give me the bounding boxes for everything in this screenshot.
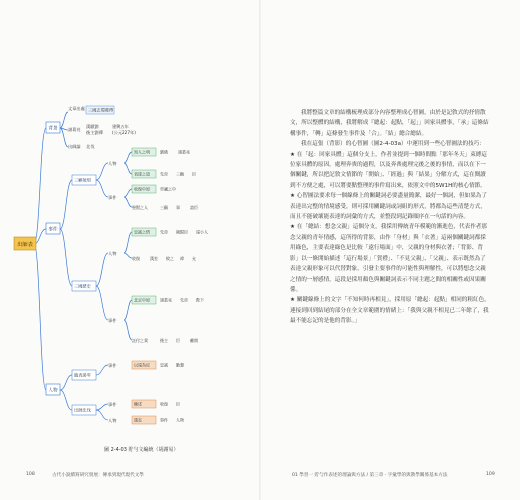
paragraph-3: ★ 在「起：回家具體」這個分支上，作者並提到一個時間點「那年冬天」束縛這位家具體的原因，處理奔喪的過程，以及奔喪處理完後之後的事情，而以在下一個關鍵，所以把記敘文情節的「開始」、「經過」與「結果」分解方式，這在閱讀到不方便之處，可以將要點整理的事件寫出來，依照文中的5W1H的核心情節。 <box>290 151 487 189</box>
svg-text:草廬之中: 草廬之中 <box>160 186 176 192</box>
paragraph-6: ★ 關鍵線條上的文字「不知何時再相見」，採用原「總起：起點」相同的粗紅色，連接到回到結尾的部分在全文章範圍的情緒上：「我與父親不相見已二年餘了，我最不能忘記的是他的背影。」 <box>290 297 490 325</box>
svg-text:人物: 人物 <box>108 161 117 166</box>
svg-text:表達之道: 表達之道 <box>134 171 150 177</box>
svg-text:北伐: 北伐 <box>86 144 95 149</box>
svg-text:事件: 事件 <box>108 195 117 200</box>
level1-nodes <box>46 122 60 395</box>
svg-text:劉備: 劉備 <box>160 149 168 155</box>
svg-text:攸之: 攸之 <box>166 256 174 261</box>
svg-text:遠小人: 遠小人 <box>196 229 208 235</box>
svg-text:北定中原: 北定中原 <box>134 297 150 303</box>
svg-text:知人之明: 知人之明 <box>134 149 150 155</box>
svg-text:漢獻劉: 漢獻劉 <box>86 124 99 129</box>
root-node <box>14 237 36 250</box>
paragraph-2: 我在這張（背影）的心智圖（圖2-4-03a）中運用到一些心智圖法的技巧： <box>301 141 485 148</box>
svg-text:三國歷史: 三國歷史 <box>74 283 91 289</box>
svg-text:後主: 後主 <box>160 338 168 343</box>
svg-text:忠誠: 忠誠 <box>160 362 168 368</box>
paragraph-4: ★ 心智圖法要求每一個線條上的關鍵詞必要盡量簡潔，最好一個詞，但如果為了表達出完整的情境感受，則可採用關鍵詞或詞組的形式，將都為這些清楚方式，而且不能破壞能表達的詞彙的方式，並整段到記錄順序在一句話的內容。 <box>290 193 487 221</box>
left-page-footer: 古代小說續寫研究發展：傳承到現代現代文學 <box>52 473 144 478</box>
svg-text:諮臣: 諮臣 <box>190 205 198 210</box>
root-label: 出師表 <box>17 241 33 248</box>
svg-text:先帝: 先帝 <box>160 229 168 235</box>
svg-text:人物: 人物 <box>48 388 58 394</box>
svg-text:諸葛亮: 諸葛亮 <box>68 127 81 132</box>
paragraph-1: 我將整篇文章的結構梳理成部分內容整理成心智圖，由於是記敘式的抒情散文，所以整體的結構，我將解成『總起：起點，「起」」回家具體事，「承」這條結構事件，「轉」這條發生事件及「合」。「結」總合總結。 <box>290 110 489 137</box>
svg-text:背景: 背景 <box>48 126 58 132</box>
svg-text:出師論: 出師論 <box>68 144 81 149</box>
svg-text:忠誠之情: 忠誠之情 <box>134 229 150 235</box>
level3-nodes <box>132 148 208 424</box>
paragraph-5: ★ 在「總結：想念父親」這個分支，我採用傳統青年模範的漸進色，代表作者那念父親的青年情感，這所得的背影，由作「身材」與「衣著」這兩個關鍵詞都採用綠色，主要表達綠色是比較「遠行場面」中，父親的身材與衣著；「背影、背影」以一條開始描述「這行場景」「賀禮」、「不見父親」、「父親」、表示既然為了表達父親形象可以代替對象，引發主要事件的可能性與理解性，可以將想念父親之情的一層感情，這段是採用顏色與關鍵詞表示不同主題之間的相關性或因果關係。 <box>290 224 487 293</box>
svg-text:漢室: 漢室 <box>134 417 142 423</box>
svg-text:聖賢之人: 聖賢之人 <box>132 205 148 210</box>
svg-text:臣: 臣 <box>176 401 180 407</box>
svg-text:(公元227年): (公元227年) <box>112 130 136 135</box>
svg-text:陳述: 陳述 <box>134 401 142 407</box>
svg-text:事件: 事件 <box>48 227 58 233</box>
svg-text:建興五年: 建興五年 <box>112 124 129 129</box>
svg-text:事件: 事件 <box>160 417 168 423</box>
svg-text:三顧頻煩: 三顧頻煩 <box>74 177 91 183</box>
svg-text:勤懇: 勤懇 <box>176 362 184 368</box>
svg-text:事件: 事件 <box>108 363 117 368</box>
svg-text:收復: 收復 <box>132 256 140 261</box>
svg-text:先帝: 先帝 <box>160 171 168 177</box>
svg-text:臨表涕零: 臨表涕零 <box>74 372 91 378</box>
svg-text:諸葛亮: 諸葛亮 <box>160 297 172 303</box>
svg-text:託付之責: 託付之責 <box>132 338 148 343</box>
svg-text:臣: 臣 <box>192 171 196 177</box>
svg-text:文章出處: 文章出處 <box>68 106 85 111</box>
svg-text:事: 事 <box>176 205 180 210</box>
svg-text:以遠為近: 以遠為近 <box>134 362 150 368</box>
svg-text:事件: 事件 <box>108 402 117 407</box>
svg-text:後主劉禪: 後主劉禪 <box>86 130 103 135</box>
svg-text:諸葛亮: 諸葛亮 <box>178 149 190 155</box>
svg-text:人物: 人物 <box>108 418 117 423</box>
svg-text:三顧: 三顧 <box>160 205 168 210</box>
svg-text:三顧: 三顧 <box>176 171 184 177</box>
svg-text:臣: 臣 <box>176 338 180 343</box>
svg-text:三國志蜀將傳: 三國志蜀將傳 <box>88 107 114 113</box>
svg-text:陛下: 陛下 <box>196 297 204 303</box>
svg-text:事件: 事件 <box>108 318 117 323</box>
svg-text:收復中原: 收復中原 <box>134 186 150 192</box>
svg-text:禕: 禕 <box>180 256 184 261</box>
svg-text:親賢臣: 親賢臣 <box>176 229 188 235</box>
level2-nodes <box>68 105 136 424</box>
svg-text:先帝: 先帝 <box>180 297 188 303</box>
figure-caption: 圖 2-4-03 貯勻文編統（胡謝易） <box>104 447 179 453</box>
right-page-number: 109 <box>486 472 495 477</box>
left-page-number: 108 <box>26 472 35 477</box>
svg-text:允: 允 <box>192 256 196 261</box>
svg-text:人物: 人物 <box>108 251 117 256</box>
svg-text:漢室: 漢室 <box>150 256 158 261</box>
svg-text:出師北伐: 出師北伐 <box>74 407 91 413</box>
svg-text:人物: 人物 <box>176 417 184 423</box>
svg-text:收復: 收復 <box>160 401 168 407</box>
svg-text:離開: 離開 <box>190 338 198 343</box>
right-page-footer: 01 學習一 貯勻作表述的理論與方法 / 第三章 · 字彙學的與教學關係基本方法 <box>292 473 448 478</box>
right-page-body <box>290 108 490 327</box>
